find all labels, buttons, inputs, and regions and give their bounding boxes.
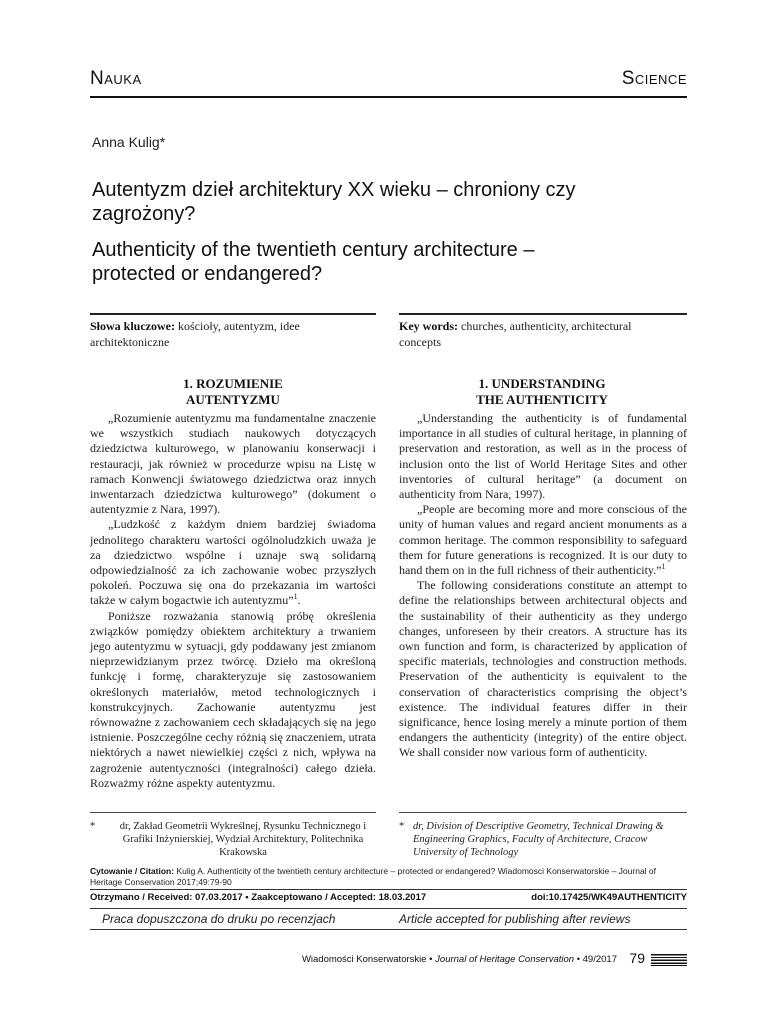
journal-name-pl: Wiadomości Konserwatorskie • [301, 954, 433, 965]
journal-name-en: Journal of Heritage Conservation [435, 954, 575, 965]
body-column-pl [90, 411, 376, 791]
keywords-en [399, 318, 669, 350]
footnote-pl-mark: * [90, 821, 96, 832]
section-heading-pl-line2: AUTENTYZMU [186, 392, 280, 407]
keywords-en-label: Key words: [399, 319, 458, 333]
keywords-pl-text: kościoły, autentyzm, idee architektoniczne [90, 319, 300, 349]
section-heading-pl [90, 376, 376, 408]
citation [90, 866, 687, 888]
citation-label: Cytowanie / Citation: [90, 866, 175, 876]
footnote-en [399, 820, 687, 859]
paragraph-pl-2-end: . [297, 593, 301, 608]
page-footer [260, 952, 687, 968]
citation-text: Kulig A. Authenticity of the twentieth century architecture – protected or endangered? Wiadomosci Konserwatorskie – Journal of Heritage Conservation 2017;49:79-90 [90, 866, 657, 887]
review-note-en: Article accepted for publishing after reviews [399, 912, 631, 926]
keywords-rule-en [399, 313, 687, 315]
header-section-pl: Nauka [90, 68, 142, 89]
dates-rule-top [90, 889, 687, 890]
footnote-ref-en: 1 [661, 562, 666, 572]
footnote-ref-pl: 1 [293, 592, 298, 602]
section-heading-en [399, 376, 685, 408]
keywords-en-text: churches, authenticity, architectural concepts [399, 319, 632, 349]
paragraph-en-1: „Understanding the authenticity is of fundamental importance in all studies of cultural heritage, in planning of preservation and restoration, as well as in the process of inclusion onto the list of World Heritage Sites and other inventories of cultural heritage” (a document on authenticity from Nara, 1997). [399, 411, 687, 502]
paragraph-pl-2-text: „Ludzkość z każdym dniem bardziej świadoma jednolitego charakteru wartości ogólnoludzkich uważa je za dziedzictwo wspólne i uznaje swą solidarną odpowiedzialność za ich zachowanie wobec przyszłych pokoleń. Poczuwa się ona do przekazania im wartości także w całym bogactwie ich autentyzmu” [90, 517, 376, 608]
running-header [90, 68, 687, 94]
dates-rule-bottom [90, 908, 687, 909]
footnote-en-text: dr, Division of Descriptive Geometry, Technical Drawing & Engineering Graphics, Faculty of Architecture, Cracow University of Technology [413, 821, 664, 858]
doi[interactable]: doi:10.17425/WK49AUTHENTICITY [531, 892, 687, 903]
footnote-pl [90, 820, 382, 859]
paragraph-en-2-text: „People are becoming more and more conscious of the unity of human values and regard ancient monuments as a common heritage. The common responsibility to safeguard them for future generations is recognized. It is our duty to hand them on in the full richness of their authenticity.” [399, 502, 687, 578]
header-section-en: Science [621, 68, 687, 89]
title-polish: Autentyzm dzieł architektury XX wieku – chroniony czy zagrożony? [92, 179, 576, 225]
page-number: 79 [629, 950, 645, 966]
body-column-en [399, 411, 687, 761]
header-rule [90, 96, 687, 98]
review-note-pl: Praca dopuszczona do druku po recenzjach [102, 912, 336, 926]
dates-line [90, 892, 687, 906]
received-accepted-dates: Otrzymano / Received: 07.03.2017 • Zaakceptowano / Accepted: 18.03.2017 [90, 892, 427, 903]
footnote-rule-en [399, 812, 687, 813]
footnote-pl-text: dr, Zakład Geometrii Wykreślnej, Rysunku Technicznego i Grafiki Inżynierskiej, Wydział Architektury, Politechnika Krakowska [119, 821, 367, 858]
footnote-en-mark: * [399, 821, 405, 832]
keywords-pl [90, 318, 315, 350]
journal-name [302, 954, 617, 965]
journal-issue: • 49/2017 [576, 954, 617, 965]
paragraph-pl-3: Poniższe rozważania stanowią próbę określenia związków pomiędzy obiektem architektury a trwaniem jego autentyzmu w sytuacji, gdy poddawany jest zmianom nieprzewidzianym przez twórcę. Dzieło ma określoną funkcję i formę, charakteryzuje się zastosowaniem określonych materiałów, metod technologicznych i konstrukcyjnych. Zachowanie autentyzmu jest równoważne z zachowaniem cech składających się na jego istnienie. Poszczególne cechy różnią się znaczeniem, utrata niektórych a nawet niewielkiej części z nich, wpływa na zagrożenie autentyczności (integralności) całego dzieła. Rozważmy różne aspekty autentyzmu. [90, 608, 376, 790]
title-english: Authenticity of the twentieth century architecture – protected or endangered? [92, 239, 535, 285]
keywords-rule-pl [90, 313, 376, 315]
section-heading-pl-line1: 1. ROZUMIENIE [183, 376, 283, 391]
paragraph-en-2 [399, 502, 687, 578]
author-name: Anna Kulig* [92, 134, 166, 150]
decorative-stripes [651, 954, 687, 966]
paragraph-pl-1: „Rozumienie autentyzmu ma fundamentalne znaczenie we wszystkich studiach naukowych dotyczących dziedzictwa kulturowego, w planowaniu konserwacji i restauracji, jak również w procedurze wpisu na Listę w ramach Konwencji światowego dziedzictwa oraz innych inwentarzach dziedzictwa kulturowego” (dokument o autentyzmie z Nara, 1997). [90, 411, 376, 517]
review-rule [90, 929, 687, 930]
paragraph-pl-2 [90, 517, 376, 608]
footnote-rule-pl [90, 812, 376, 813]
section-heading-en-line2: THE AUTHENTICITY [476, 392, 608, 407]
paragraph-en-3: The following considerations constitute an attempt to define the relationships between architectural objects and the sustainability of their authenticity as they undergo changes, unforeseen by their creators. A structure has its own function and form, is characterized by application of specific materials, technologies and construction methods. Preservation of the authenticity is equivalent to the conservation of characteristics comprising the object’s existence. The individual features differ in their significance, hence losing merely a minute portion of them endangers the authenticity (integrity) of the entire object. We shall consider now various form of authenticity. [399, 578, 687, 760]
keywords-pl-label: Słowa kluczowe: [90, 319, 175, 333]
section-heading-en-line1: 1. UNDERSTANDING [478, 376, 606, 391]
